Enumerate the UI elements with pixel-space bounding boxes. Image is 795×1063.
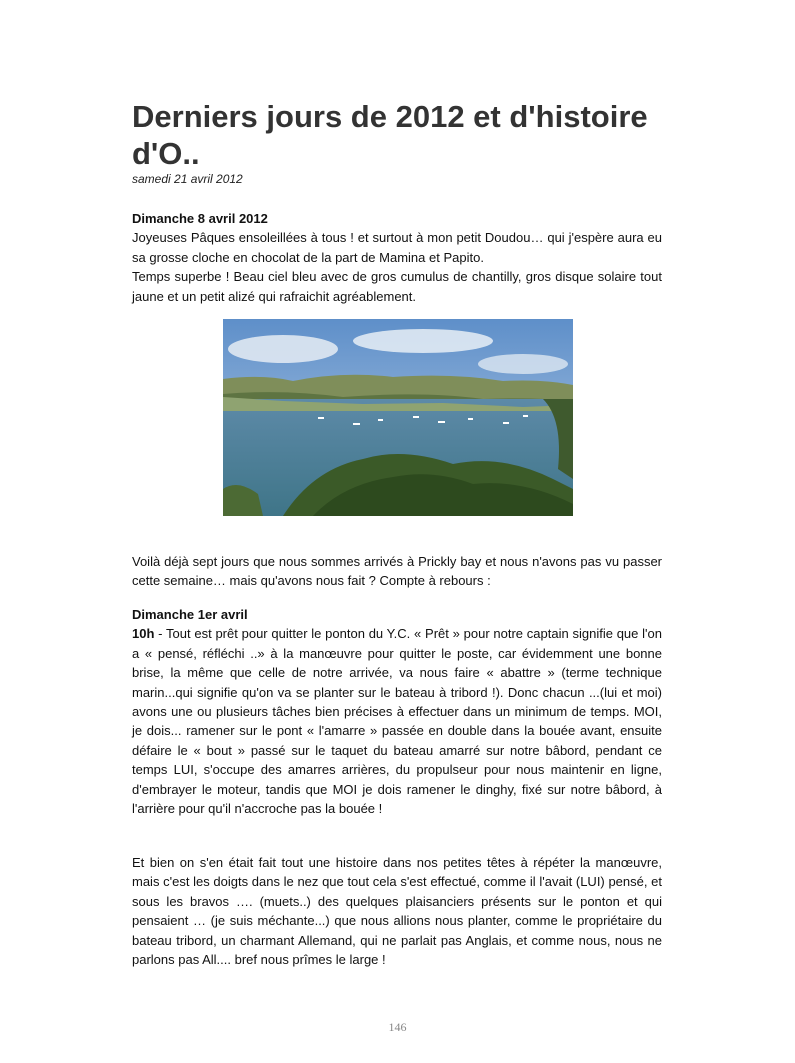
page-title: Derniers jours de 2012 et d'histoire d'O.. xyxy=(132,99,648,171)
weather-description: Temps superbe ! Beau ciel bleu avec de gros cumulus de chantilly, gros disque solaire tout jaune et un petit alizé qui rafraichit agréablement. xyxy=(132,269,662,304)
closing-paragraph: Et bien on s'en était fait tout une histoire dans nos petites têtes à répéter la manœuvre, mais c'est les doigts dans le nez que tout cela s'est effectué, comme il l'avait (LUI) pensé, et sous les bravos …. (muets..) des quelques plaisanciers présents sur le ponton et qui pensaient … (je suis méchante...) que nous allions nous planter, comme le propriétaire du bateau tribord, un charmant Allemand, qui ne parlait pas Anglais, et comme nous, nous ne parlons pas All.... bref nous prîmes le large ! xyxy=(132,855,662,968)
intro-paragraph: Voilà déjà sept jours que nous sommes arrivés à Prickly bay et nous n'avons pas vu passer cette semaine… mais qu'avons nous fait ? Compte à rebours : xyxy=(132,554,662,589)
post-date: samedi 21 avril 2012 xyxy=(132,172,243,186)
easter-greeting: Joyeuses Pâques ensoleillées à tous ! et surtout à mon petit Doudou… qui j'espère aura eu sa grosse cloche en chocolat de la part de Mamina et Papito. xyxy=(132,230,662,265)
bay-photo-illustration xyxy=(223,319,573,516)
section-heading-april-first: Dimanche 1er avril xyxy=(132,607,248,622)
manoeuvre-text: - Tout est prêt pour quitter le ponton du Y.C. « Prêt » pour notre captain signifie que l'on a « pensé, réfléchi ..» à la manœuvre pour quitter le poste, car évidemment une bonne brise, la même que celle de notre arrivée, va nous faire « abattre » (terme technique marin...qui signifie qu'on va se planter sur le bateau à tribord !). Donc chacun ...(lui et moi) avons une ou plusieurs tâches bien précises à effectuer dans un minimum de temps. MOI, je dois... ramener sur le pont « l'amarre » passée en double dans la bouée avant, ensuite défaire le « bout » passé sur le taquet du bateau amarré sur notre bâbord, pendant ce temps LUI, s'occupe des amarres arrières, du propulseur pour nous maintenir en ligne, d'embrayer le moteur, tandis que MOI je dois ramener le dinghy, fixé sur notre bâbord, à l'arrière pour qu'il n'accroche pas la bouée ! xyxy=(132,626,662,817)
section-easter xyxy=(132,209,662,306)
section-april-first xyxy=(132,605,662,818)
page-number: 146 xyxy=(388,1020,407,1034)
time-label: 10h xyxy=(132,626,155,642)
section-heading-easter: Dimanche 8 avril 2012 xyxy=(132,211,268,226)
bay-photo xyxy=(223,319,573,516)
manoeuvre-paragraph xyxy=(132,624,662,818)
